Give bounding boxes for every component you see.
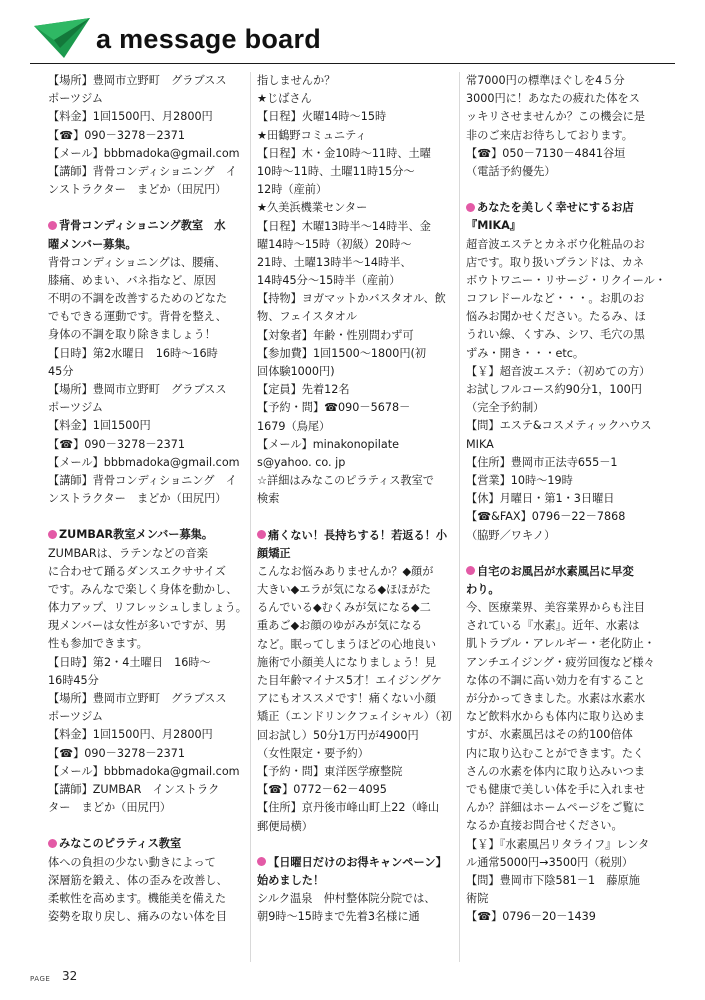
article-text-line: MIKA: [466, 437, 494, 451]
article-text-line: 【日程】木曜13時半～14時半、金: [257, 219, 431, 233]
article-text-line: 【☎】090－3278－2371: [48, 128, 185, 142]
article-text-line: 今、医療業界、美容業界からも注目: [466, 601, 646, 615]
article-text-line: 体への負担の少ない動きによって: [48, 855, 216, 869]
article-text-line: 【講師】ZUMBAR インストラク: [48, 782, 220, 796]
article-text-line: です。みんなで楽しく身体を動かし、: [48, 582, 238, 596]
article-gap: [466, 181, 671, 199]
article-gap: [466, 545, 671, 563]
article-text-line: でも健康で美しい体を手に入れませ: [466, 782, 646, 796]
article-heading: [257, 854, 462, 872]
article: [48, 217, 253, 508]
article-text-line: 矯正（エンドリンクフェイシャル）（初: [257, 710, 452, 724]
article: [257, 854, 462, 927]
article-text-line: 【☎&FAX】0796－22－7868: [466, 510, 626, 524]
article-text-line: ★久美浜機業センター: [257, 201, 368, 215]
article-text-line: に合わせて踊るダンスエクササイズ: [48, 564, 226, 578]
article-text-line: 柔軟性を高めます。機能美を備えた: [48, 891, 227, 905]
article-heading: [466, 581, 671, 599]
article-text-line: （脇野／ワキノ）: [466, 528, 556, 542]
article-text-line: 重あご◆お顔のゆがみが気になる: [257, 619, 423, 633]
article-heading-text: 始めました！: [257, 873, 325, 887]
article-text-line: 内に取り込むことができます。たく: [466, 746, 645, 760]
article-text-line: 郵便局横）: [257, 819, 313, 833]
article-text-line: 背骨コンディショニングは、腰痛、: [48, 255, 226, 269]
article-text-line: 【￥】超音波エステ：（初めての方）: [466, 364, 651, 378]
column-3: [466, 72, 671, 926]
pink-bullet-icon: [466, 566, 475, 575]
article-text-line: 常7000円の標準ほぐしを4５分: [466, 74, 625, 87]
page-title: a message board: [96, 24, 322, 54]
article-text-line: 3000円に！あなたの疲れた体をス: [466, 92, 640, 106]
pink-bullet-icon: [48, 530, 57, 539]
article-text-line: 【講師】背骨コンディショニング イ: [48, 164, 237, 178]
article-text-line: 【持物】ヨガマットかバスタオル、飲: [257, 292, 446, 306]
article-text-line: ル通常5000円→3500円（税別）: [466, 855, 634, 869]
article-text-line: うれい線、くすみ、シワ、毛穴の黒: [466, 328, 645, 342]
article-text-line: 曜14時～15時（初級）20時～: [257, 237, 412, 251]
article-heading-text: あなたを美しく幸せにするお店: [477, 201, 634, 215]
article-text-line: 【料金】1回1500円、月2800円: [48, 728, 213, 742]
article-text-line: 【メール】bbbmadoka@gmail.com: [48, 764, 240, 778]
article-text-line: されている『水素』。近年、水素は: [466, 619, 640, 633]
article-text-line: 肌トラブル・アレルギー・老化防止・: [466, 637, 656, 651]
article-text-line: 【￥】『水素風呂リタライフ』レンタ: [466, 837, 650, 851]
article-text-line: 体力アップ、リフレッシュしましょう。: [48, 601, 247, 615]
article-text-line: 【日時】第2・4土曜日 16時～: [48, 655, 211, 669]
article-text-line: さんの水素を体内に取り込みいつま: [466, 764, 646, 778]
article-text-line: ☆詳細はみなこのピラティス教室で: [257, 474, 434, 488]
article-text-line: 性も参加できます。: [48, 637, 148, 651]
article-text-line: 【住所】豊岡市正法寺655－1: [466, 455, 618, 469]
article-text-line: 施術で小顔美人になりましょう！見: [257, 655, 437, 669]
article-text-line: コフレドールなど・・・。お肌のお: [466, 292, 645, 306]
page-number: 32: [62, 969, 78, 983]
article-text-line: （女性限定・要予約）: [257, 746, 369, 760]
article-text-line: 【料金】1回1500円、月2800円: [48, 110, 213, 124]
article-text-line: なるか直接お問合せください。: [466, 819, 623, 833]
pink-bullet-icon: [466, 203, 475, 212]
article-text-line: 【☎】090－3278－2371: [48, 746, 185, 760]
article-text-line: （完全予約制）: [466, 401, 545, 415]
article-text-line: 1679（鳥尾）: [257, 419, 331, 433]
article-text-line: 回体験1000円): [257, 365, 335, 378]
article-text-line: 【メール】bbbmadoka@gmail.com: [48, 455, 240, 469]
article-text-line: 【定員】先着12名: [257, 383, 350, 397]
article-text-line: 回お試し）50分1万円が4900円: [257, 728, 419, 742]
article-heading-text: 曜メンバー募集。: [48, 237, 137, 251]
article-gap: [257, 509, 462, 527]
article-heading: [257, 872, 462, 890]
article-text-line: ★じばさん: [257, 92, 312, 106]
article-text-line: 【日程】火曜14時～15時: [257, 110, 387, 124]
article-text-line: 大きい◆エラが気になる◆ほほがた: [257, 583, 431, 597]
article-text-line: 【予約・問】東洋医学療整院: [257, 764, 403, 778]
article-text-line: 【日程】木・金10時～11時、土曜: [257, 146, 431, 160]
article-text-line: 【問】豊岡市下陰581－1 藤原施: [466, 873, 640, 887]
article-text-line: など飲料水からも体内に取り込めま: [466, 710, 646, 724]
article-text-line: ★田鶴野コミュニティ: [257, 128, 367, 142]
header-rule: [30, 63, 675, 64]
page-label: PAGE: [30, 975, 51, 983]
article-heading-text: 痛くない！長持ちする！若返る！小: [268, 528, 448, 542]
article: [466, 199, 671, 545]
article-text-line: ンストラクター まどか（田尻円）: [48, 183, 227, 197]
pink-bullet-icon: [48, 839, 57, 848]
article-text-line: 現メンバーは女性が多いですが、男: [48, 619, 227, 633]
article-heading: [466, 217, 671, 235]
article-text-line: 深層筋を鍛え、体の歪みを改善し、: [48, 873, 228, 887]
article-text-line: 非のご来店お待ちしております。: [466, 128, 633, 142]
page-header: [0, 0, 705, 66]
article-text-line: シルク温泉 仲村整体院分院では、: [257, 892, 436, 906]
pink-bullet-icon: [257, 530, 266, 539]
article-gap: [48, 817, 253, 835]
article-text-line: 【対象者】年齢・性別問わず可: [257, 328, 414, 342]
article-text-line: 【料金】1回1500円: [48, 419, 151, 433]
article-text-line: 【☎】0796－20－1439: [466, 910, 596, 924]
article-text-line: 【休】月曜日・第1・3日曜日: [466, 492, 615, 506]
article-text-line: でもできる運動です。背骨を整え、: [48, 310, 227, 324]
article-text-line: s@yahoo. co. jp: [257, 455, 346, 469]
article-text-line: ボウトワニー・リサージ・リクイール・: [466, 273, 666, 287]
article-heading-text: 【日曜日だけのお得キャンペーン】: [268, 855, 447, 869]
article-text-line: ンストラクター まどか（田尻円）: [48, 492, 227, 506]
article: [48, 72, 253, 199]
article-text-line: 【問】エステ&コスメティックハウス: [466, 419, 652, 433]
article-text-line: など。眠ってしまうほどの心地良い: [257, 637, 437, 651]
article-text-line: （電話予約優先）: [466, 164, 556, 178]
article-text-line: 【場所】豊岡市立野町 グラブスス: [48, 692, 227, 705]
article-text-line: 21時、土曜13時半～14時半、: [257, 255, 412, 269]
article-text-line: アンチエイジング・疲労回復など様々: [466, 655, 655, 669]
article-text-line: 16時45分: [48, 673, 99, 687]
article-text-line: ッキリさせませんか？この機会に是: [466, 110, 646, 124]
article-gap: [48, 199, 253, 217]
article-heading: [466, 563, 671, 581]
article-text-line: な体の不調に高い効力を有すること: [466, 673, 646, 687]
article-heading: [48, 526, 253, 544]
article-text-line: 膝痛、めまい、バネ指など、原因: [48, 273, 216, 287]
article-text-line: 12時（産前）: [257, 183, 328, 197]
article-text-line: 【講師】背骨コンディショニング イ: [48, 473, 237, 487]
article-heading-text: 『MIKA』: [466, 219, 521, 233]
article-text-line: 【☎】090－3278－2371: [48, 437, 185, 451]
article-heading: [257, 545, 462, 563]
article-text-line: 【住所】京丹後市峰山町上22（峰山: [257, 801, 440, 815]
article-text-line: 姿勢を取り戻し、痛みのない体を目: [48, 910, 228, 924]
article-text-line: 10時～11時、土曜11時15分～: [257, 164, 415, 178]
article-text-line: 【予約・問】☎090－5678－: [257, 401, 411, 415]
article-text-line: 【場所】豊岡市立野町 グラブスス: [48, 74, 227, 87]
article-text-line: 悩みお聞かせください。たるみ、ほ: [466, 310, 646, 324]
article-text-line: 【メール】bbbmadoka@gmail.com: [48, 146, 240, 160]
article-heading-text: 背骨コンディショニング教室 水: [59, 219, 226, 233]
article-text-line: 朝9時～15時まで先着3名様に通: [257, 910, 420, 924]
article-text-line: こんなお悩みありませんか？◆顔が: [257, 564, 434, 578]
column-2: [257, 72, 462, 926]
article-text-line: 【場所】豊岡市立野町 グラブスス: [48, 383, 227, 396]
paper-plane-icon: [34, 18, 90, 62]
article: [466, 563, 671, 927]
article-text-line: 【参加費】1回1500～1800円(初: [257, 346, 427, 360]
article-text-line: 身体の不調を取り除きましょう！: [48, 328, 216, 342]
article: [466, 72, 671, 181]
article-gap: [257, 836, 462, 854]
article-text-line: んか？詳細はホームページをご覧に: [466, 801, 645, 815]
article-text-line: ポーツジム: [48, 710, 104, 724]
pink-bullet-icon: [48, 221, 57, 230]
article-text-line: ポーツジム: [48, 401, 104, 415]
article-heading-text: わり。: [466, 582, 500, 596]
article-text-line: た目年齢マイナス5才！エイジングケ: [257, 674, 442, 687]
article-text-line: 14時45分～15時半（産前）: [257, 274, 401, 288]
article-heading-text: 顔矯正: [257, 546, 291, 560]
article-text-line: が分かってきました。水素は水素水: [466, 692, 646, 705]
article-text-line: るんでいる◆むくみが気になる◆二: [257, 601, 431, 615]
article-text-line: アにもオススメです！痛くない小顔: [257, 692, 436, 706]
article-text-line: 店です。取り扱いブランドは、カネ: [466, 255, 645, 269]
article: [257, 527, 462, 836]
article-heading-text: ZUMBAR教室メンバー募集。: [59, 528, 214, 542]
column-1: [48, 72, 253, 926]
article-text-line: すが、水素風呂はその約100倍体: [466, 728, 633, 742]
article-text-line: 【メール】minakonopilate: [257, 437, 399, 451]
article-heading: [257, 527, 462, 545]
article-text-line: ター まどか（田尻円）: [48, 801, 172, 815]
article: [48, 835, 253, 926]
article-text-line: お試しフルコース約90分1，100円: [466, 383, 642, 396]
article-text-line: 物、フェイスタオル: [257, 310, 358, 324]
article-text-line: ずみ・開き・・・etc。: [466, 346, 585, 360]
article-text-line: 指しませんか？: [257, 74, 336, 87]
article-text-line: 超音波エステとカネボウ化粧品のお: [466, 237, 645, 251]
article-text-line: ZUMBARは、ラテンなどの音楽: [48, 546, 208, 560]
article-text-line: 【日時】第2水曜日 16時～16時: [48, 346, 218, 360]
article: [257, 72, 462, 509]
article-text-line: 【☎】050－7130－4841谷垣: [466, 146, 626, 160]
article-heading: [466, 199, 671, 217]
article: [48, 526, 253, 817]
article-heading: [48, 217, 253, 235]
article-gap: [48, 508, 253, 526]
article-heading-text: みなこのピラティス教室: [59, 837, 182, 851]
article-text-line: 検索: [257, 492, 280, 506]
pink-bullet-icon: [257, 857, 266, 866]
article-text-line: 術院: [466, 892, 489, 906]
article-text-line: 不明の不調を改善するためのどなた: [48, 292, 228, 306]
article-text-line: 【☎】0772－62－4095: [257, 783, 387, 797]
article-text-line: 45分: [48, 364, 74, 378]
article-heading: [48, 835, 253, 853]
article-text-line: 【営業】10時～19時: [466, 473, 573, 487]
article-text-line: ポーツジム: [48, 92, 104, 106]
article-heading-text: 自宅のお風呂が水素風呂に早変: [477, 564, 634, 578]
article-heading: [48, 236, 253, 254]
